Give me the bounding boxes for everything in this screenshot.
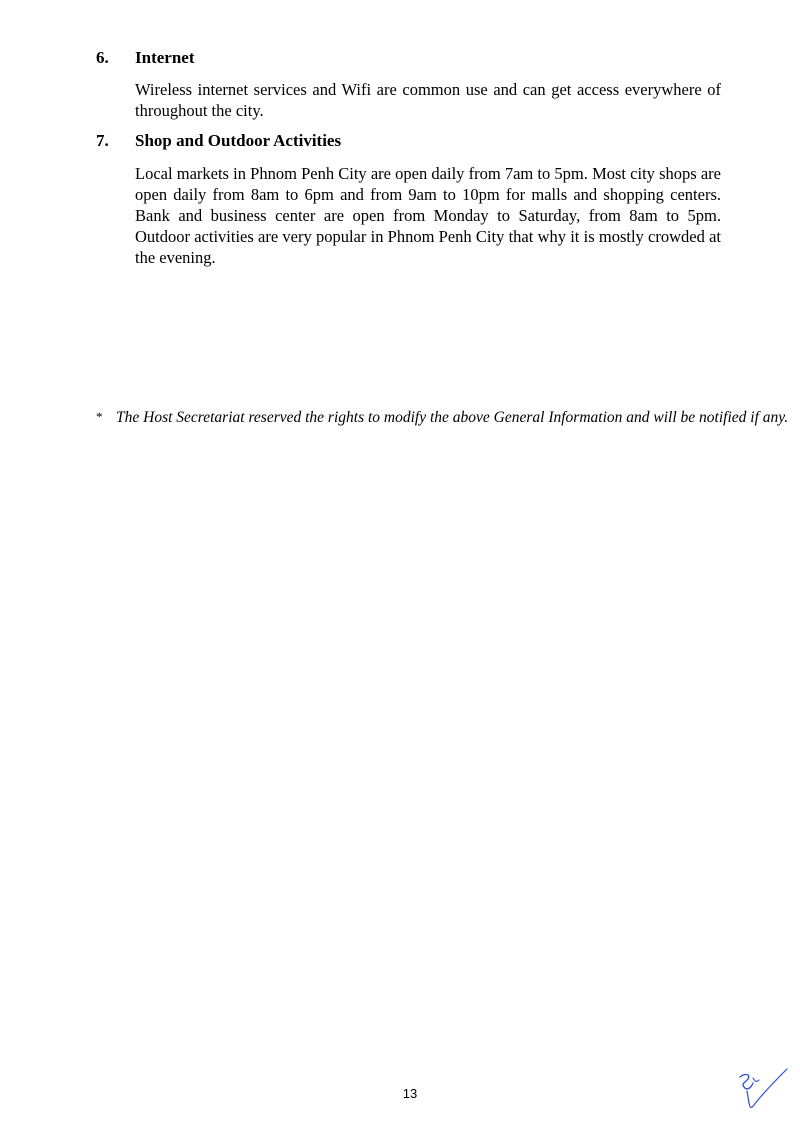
section-title: Internet [135,48,195,67]
note-bullet: * [96,409,103,424]
page-number: 13 [402,1086,418,1101]
section-title: Shop and Outdoor Activities [135,131,342,150]
section-number: 7. [96,131,109,150]
section-body-shop-outdoor: Local markets in Phnom Penh City are open daily from 7am to 5pm. Most city shops are open daily from 8am to 6pm and from 9am to 10pm for malls and shopping centers. Bank and business center are open from Monday to Saturday, from 8am to 5pm. Outdoor activities are very popular in Phnom Penh City that why it is mostly crowded at the evening. [135,164,721,267]
handwritten-signature [735,1065,791,1115]
section-body-internet: Wireless internet services and Wifi are common use and can get access everywhere of throughout the city. [135,80,721,120]
section-heading-shop-outdoor [96,130,736,152]
section-heading-internet [96,47,736,69]
note-text: The Host Secretariat reserved the rights to modify the above General Information and will be notified if any. [116,409,789,426]
section-number: 6. [96,48,109,67]
host-secretariat-note [96,406,789,428]
